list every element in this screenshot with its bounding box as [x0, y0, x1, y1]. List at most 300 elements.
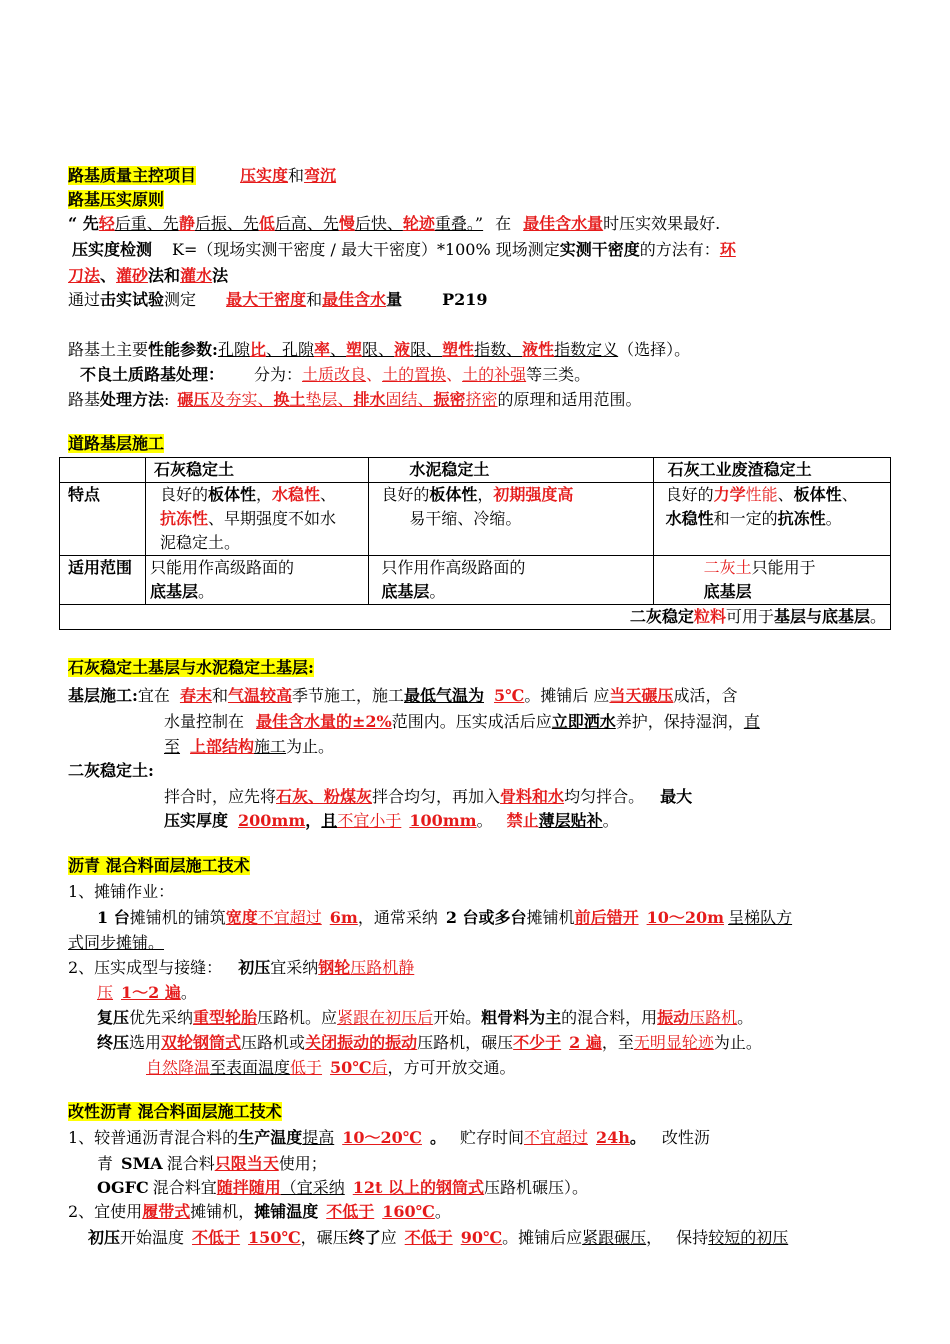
text: 自然降温 — [146, 1058, 211, 1077]
row-label: 适用范围 — [60, 556, 146, 581]
text: 和 — [211, 686, 228, 705]
two-ash-line-2 — [164, 811, 619, 831]
text: 等三类。 — [526, 365, 591, 384]
text: 压路机或 — [241, 1033, 306, 1052]
text: 季节施工，施工 — [291, 686, 404, 705]
keyword: 90℃ — [460, 1228, 503, 1247]
text: 拌合时，应先将 — [164, 787, 277, 806]
base-construction-line-3 — [164, 737, 334, 757]
text: 法和 — [148, 266, 181, 285]
section-title: 路基质量主控项目 — [68, 166, 197, 185]
keyword: 关闭振动的振动 — [305, 1033, 418, 1052]
text: 处理方法 — [100, 390, 165, 409]
keyword: 最佳含水量的±2% — [256, 712, 392, 731]
text: 时压实效果最好. — [603, 214, 721, 233]
section-title: 沥青 混合料面层施工技术 — [68, 856, 250, 875]
text: 宜采纳 — [270, 958, 319, 977]
paving-line-1 — [97, 908, 792, 928]
text: 终压 — [97, 1033, 130, 1052]
text: 压路机，碾压 — [417, 1033, 514, 1052]
text: 改性沥 — [661, 1128, 710, 1147]
text: 水稳性 — [665, 509, 714, 528]
base-course-title-line — [68, 434, 164, 454]
text: 和一定的 — [713, 509, 778, 528]
table-cell — [369, 531, 653, 556]
text: 选用 — [129, 1033, 162, 1052]
keyword: 水稳性 — [271, 485, 320, 504]
text: 生产温度 — [238, 1128, 303, 1147]
text: ， — [477, 485, 494, 504]
text: 限、 — [362, 340, 395, 359]
keyword: 刀法 — [68, 266, 101, 285]
text: 压路机 — [689, 1008, 738, 1027]
table-cell — [369, 507, 653, 531]
text: 良好的 — [665, 485, 714, 504]
text: 和 — [306, 290, 323, 309]
text: 、 — [841, 485, 858, 504]
keyword: 灌水 — [180, 266, 213, 285]
keyword: 轮迹 — [402, 214, 435, 233]
text: 、 — [446, 365, 463, 384]
paving-heading-line — [68, 882, 174, 902]
keyword: 12t 以上的 — [352, 1178, 436, 1197]
keyword: 上部结构 — [190, 737, 255, 756]
text: 只能用于 — [751, 558, 816, 577]
text: 压实厚度 — [164, 811, 229, 830]
text: 1、较普通沥青混合料的 — [68, 1128, 239, 1147]
keyword: 1～2 遍 — [121, 983, 181, 1002]
keyword: 弯沉 — [304, 166, 337, 185]
text: 为止。 — [713, 1033, 762, 1052]
asphalt-title-line — [68, 856, 250, 876]
keyword: 粒料 — [693, 607, 726, 626]
stabilized-soil-comparison-table — [59, 457, 891, 630]
bad-soil-line — [80, 365, 590, 385]
keyword: 碾压 — [177, 390, 210, 409]
table-row — [60, 531, 891, 556]
header-text: 石灰工业废渣稳定土 — [667, 460, 812, 479]
keyword: 振密 — [433, 390, 466, 409]
keyword: 不低于 — [326, 1202, 375, 1221]
text: 压路机碾压）。 — [484, 1178, 589, 1197]
keyword: 钢轮 — [318, 958, 351, 977]
text: 量 — [386, 290, 403, 309]
text: 。 — [825, 509, 842, 528]
text: 呈梯队方 — [728, 908, 793, 927]
text: 摊铺温度 — [254, 1202, 319, 1221]
text: 路基土主要 — [68, 340, 149, 359]
subheading: 1、摊铺作业： — [68, 882, 175, 901]
text: “ 先 — [68, 214, 99, 233]
text: 只作用作高级路面的 — [381, 558, 526, 577]
text: ， — [305, 811, 322, 830]
keyword: 土的补强 — [462, 365, 527, 384]
keyword: 160℃ — [382, 1202, 435, 1221]
text: 板体性 — [429, 485, 478, 504]
text: 、 — [330, 340, 347, 359]
text: 。 — [434, 1202, 451, 1221]
text: 式同步摊铺。 — [68, 933, 165, 952]
table-cell — [60, 605, 891, 630]
text: 垫层、 — [305, 390, 354, 409]
text: ， — [255, 485, 272, 504]
text: 的方法有： — [639, 240, 720, 259]
text: 2 台或多台 — [445, 908, 527, 927]
quality-control-line — [68, 166, 336, 186]
text: 使用； — [278, 1154, 327, 1173]
text: 在 — [495, 214, 512, 233]
compaction-detect-line-2 — [68, 266, 228, 286]
keyword: 石灰、粉煤灰 — [276, 787, 373, 806]
text: 压路机。应 — [257, 1008, 338, 1027]
modified-line-1 — [68, 1128, 710, 1148]
table-row — [60, 605, 891, 630]
keyword: 力学 — [713, 485, 746, 504]
text: 的混合料，用 — [561, 1008, 658, 1027]
text: 开始温度 — [120, 1228, 185, 1247]
keyword: 气温较高 — [227, 686, 292, 705]
keyword: 10～20m — [646, 908, 725, 927]
text: 限、 — [410, 340, 443, 359]
text: ，至 — [601, 1033, 634, 1052]
text: 成活，含 — [673, 686, 738, 705]
text: 施工 — [254, 737, 287, 756]
table-cell — [145, 580, 368, 605]
keyword: 5℃ — [494, 686, 525, 705]
keyword: 比 — [249, 340, 266, 359]
text: 指数定义 — [554, 340, 619, 359]
text: 后重、先 — [114, 214, 179, 233]
keyword: 钢筒式 — [435, 1178, 484, 1197]
text: 。摊铺后 应 — [524, 686, 610, 705]
text: 且 — [321, 811, 338, 830]
text: 。 — [429, 582, 446, 601]
keyword: 50℃ — [330, 1058, 372, 1077]
text: 后 — [371, 1058, 388, 1077]
table-header — [145, 458, 368, 483]
text: ，方可开放交通。 — [387, 1058, 516, 1077]
keyword: 不宜小于 — [337, 811, 402, 830]
keyword: 10～20℃ — [342, 1128, 422, 1147]
keyword: 最佳含水 — [322, 290, 387, 309]
text: 。摊铺后应 — [502, 1228, 583, 1247]
keyword: 前后错开 — [574, 908, 639, 927]
text: 至表面温度 — [210, 1058, 291, 1077]
modified-line-2 — [97, 1154, 327, 1174]
intermediate-roll-line — [97, 1008, 753, 1028]
text: 测定 — [164, 290, 197, 309]
text: 二灰稳定 — [629, 607, 694, 626]
text: 后振、先 — [194, 214, 259, 233]
compaction-joint-line — [68, 958, 414, 978]
keyword: 200mm — [238, 811, 306, 830]
text: 最低气温为 — [404, 686, 485, 705]
text: 击实试验 — [100, 290, 165, 309]
keyword: 2 遍 — [569, 1033, 602, 1052]
table-row — [60, 556, 891, 581]
compaction-joint-line-2 — [97, 983, 197, 1003]
text: 底基层 — [149, 582, 198, 601]
text: 、早期强度不如水 — [207, 509, 336, 528]
table-header — [653, 458, 890, 483]
text: 养护，保持湿润， — [615, 712, 744, 731]
keyword: 履带式 — [142, 1202, 191, 1221]
keyword: 静 — [178, 214, 195, 233]
text: 。 — [869, 607, 886, 626]
compaction-detect-line — [72, 240, 736, 260]
keyword: 低 — [258, 214, 275, 233]
table-row — [60, 507, 891, 531]
text: 后高、先 — [274, 214, 339, 233]
section-title: 路基压实原则 — [68, 190, 165, 209]
table-cell — [60, 580, 146, 605]
text: K=（现场实测干密度 / 最大干密度）*100% 现场测定 — [172, 240, 560, 259]
keyword: 塑 — [346, 340, 363, 359]
text: 开始。 — [433, 1008, 482, 1027]
text: ，通常采纳 — [357, 908, 438, 927]
table-cell — [369, 483, 653, 508]
text: 。 — [197, 582, 214, 601]
table-cell — [145, 483, 368, 508]
keyword: 二灰土 — [703, 558, 752, 577]
text: 只能用作高级路面的 — [149, 558, 294, 577]
text: 、 — [320, 485, 337, 504]
keyword: 24h — [595, 1128, 630, 1147]
text: 板体性 — [207, 485, 256, 504]
text: 静 — [398, 958, 415, 977]
text: 终了 — [348, 1228, 381, 1247]
text: 水量控制在 — [164, 712, 245, 731]
text: 路基 — [68, 390, 101, 409]
table-cell — [60, 458, 146, 483]
text: 。 — [476, 811, 493, 830]
table-cell — [653, 531, 890, 556]
text: 良好的 — [159, 485, 208, 504]
text: 2、宜使用 — [68, 1202, 143, 1221]
two-ash-title-line — [68, 761, 154, 781]
keyword: 最大干密度 — [226, 290, 307, 309]
text: 基层与底基层 — [773, 607, 870, 626]
text: 良好的 — [381, 485, 430, 504]
text: 混合料 — [166, 1154, 215, 1173]
table-header — [369, 458, 653, 483]
keyword: 双轮钢筒式 — [161, 1033, 242, 1052]
text: 固结、 — [385, 390, 434, 409]
text: SMA — [121, 1154, 163, 1173]
text: 宜在 — [137, 686, 170, 705]
keyword: 灌砂 — [116, 266, 149, 285]
text: 的原理和适用范围。 — [497, 390, 642, 409]
text: 薄层贴补 — [538, 811, 603, 830]
text: 优先采纳 — [129, 1008, 194, 1027]
keyword: 初期强度高 — [493, 485, 574, 504]
keyword: 100mm — [409, 811, 477, 830]
text: （宜采纳 — [280, 1178, 345, 1197]
text: 无明显轮迹 — [633, 1033, 714, 1052]
compaction-test-line — [68, 290, 488, 310]
keyword: 抗冻性 — [159, 509, 208, 528]
text: 抗冻性 — [777, 509, 826, 528]
keyword: 率 — [313, 340, 330, 359]
keyword: 排水 — [353, 390, 386, 409]
text: 较短的初压 — [708, 1228, 789, 1247]
section-title: 石灰稳定土基层与水泥稳定土基层: — [68, 658, 314, 677]
modified-line-3 — [97, 1178, 588, 1198]
text: 性能参数: — [148, 340, 218, 359]
text: 易干缩、冷缩。 — [409, 509, 522, 528]
text: 板体性 — [793, 485, 842, 504]
table-cell — [653, 580, 890, 605]
table-cell — [653, 507, 890, 531]
text: 贮存时间 — [459, 1128, 524, 1147]
text: 和 — [288, 166, 305, 185]
keyword: 换土 — [273, 390, 306, 409]
table-cell — [369, 580, 653, 605]
text: 混合料宜 — [152, 1178, 217, 1197]
keyword: 当天碾压 — [609, 686, 674, 705]
lime-cement-title-line — [68, 658, 314, 678]
text: 复压 — [97, 1008, 130, 1027]
label: 二灰稳定土: — [68, 761, 154, 780]
soil-params-line — [68, 340, 690, 360]
text: 为止。 — [286, 737, 335, 756]
page-ref: P219 — [442, 290, 488, 309]
section-title: 改性沥青 混合料面层施工技术 — [68, 1102, 282, 1121]
text: 青 — [97, 1154, 114, 1173]
label: 不良土质路基处理： — [80, 365, 225, 384]
table-cell — [60, 507, 146, 531]
table-header-row — [60, 458, 891, 483]
modified-asphalt-title-line — [68, 1102, 282, 1122]
text: 底基层 — [381, 582, 430, 601]
keyword: 宽度 — [225, 908, 258, 927]
header-text: 石灰稳定土 — [153, 460, 234, 479]
text: ，碾压 — [300, 1228, 349, 1247]
text: 摊铺机 — [526, 908, 575, 927]
row-label: 特点 — [60, 483, 146, 508]
text: （选择）。 — [618, 340, 691, 359]
text: 挤密 — [465, 390, 498, 409]
text: 初压 — [88, 1228, 121, 1247]
text: 保持 — [676, 1228, 709, 1247]
text: 拌合均匀，再加入 — [372, 787, 501, 806]
text: ， — [646, 1228, 663, 1247]
text: 应 — [380, 1228, 397, 1247]
keyword: 禁止 — [506, 811, 539, 830]
base-construction-line-1 — [68, 686, 737, 706]
keyword: 土质改良 — [302, 365, 367, 384]
text: 实测干密度 — [559, 240, 640, 259]
text: 后快、 — [354, 214, 403, 233]
text: 底基层 — [703, 582, 752, 601]
text: 1 台 — [97, 908, 130, 927]
keyword: 重型轮胎 — [193, 1008, 258, 1027]
text: 。 — [629, 1128, 646, 1147]
keyword: 150℃ — [248, 1228, 301, 1247]
text: 摊铺机， — [190, 1202, 255, 1221]
final-roll-line-2 — [146, 1058, 516, 1078]
keyword: 轻 — [98, 214, 115, 233]
treatment-method-line — [68, 390, 642, 410]
keyword: 环 — [719, 240, 736, 259]
keyword: 液性 — [522, 340, 555, 359]
keyword: 振动 — [657, 1008, 690, 1027]
text: 。 — [180, 983, 197, 1002]
text: 提高 — [302, 1128, 335, 1147]
table-cell — [653, 483, 890, 508]
text: 立即洒水 — [551, 712, 616, 731]
table-row — [60, 580, 891, 605]
modified-line-5 — [88, 1228, 788, 1248]
keyword: 塑性 — [442, 340, 475, 359]
text: : — [164, 390, 170, 409]
keyword: 慢 — [338, 214, 355, 233]
keyword: 春末 — [179, 686, 212, 705]
text: 初压 — [238, 958, 271, 977]
text: 范围内。压实成活后应 — [391, 712, 552, 731]
compaction-principle-line — [68, 214, 720, 234]
text: 、 — [100, 266, 117, 285]
text: 法 — [212, 266, 229, 285]
text: 。 — [602, 811, 619, 830]
text: 压 — [97, 983, 114, 1002]
table-cell — [60, 531, 146, 556]
text: 粗骨料为主 — [481, 1008, 562, 1027]
text: 、 — [777, 485, 794, 504]
text: 及夯实、 — [209, 390, 274, 409]
subheading: 2、压实成型与接缝： — [68, 958, 223, 977]
table-cell — [369, 556, 653, 581]
text: 分为： — [254, 365, 303, 384]
keyword: 不低于 — [192, 1228, 241, 1247]
text: OGFC — [97, 1178, 149, 1197]
two-ash-line-1 — [164, 787, 692, 807]
table-cell — [145, 507, 368, 531]
text: 不宜超过 — [257, 908, 322, 927]
text: 紧跟在初压后 — [337, 1008, 434, 1027]
keyword: 土的置换 — [382, 365, 447, 384]
table-row — [60, 483, 891, 508]
text: 通过 — [68, 290, 101, 309]
keyword: 骨料和水 — [500, 787, 565, 806]
section-title: 道路基层施工 — [68, 434, 165, 453]
text: 至 — [164, 737, 181, 756]
keyword: 液 — [394, 340, 411, 359]
text: 均匀拌合。 — [564, 787, 645, 806]
text: 不宜超过 — [523, 1128, 588, 1147]
keyword: 压实度 — [240, 166, 289, 185]
header-text: 水泥稳定土 — [409, 460, 490, 479]
table-cell — [653, 556, 890, 581]
text: 泥稳定土。 — [159, 533, 240, 552]
text: 性能 — [745, 485, 778, 504]
text: 直 — [743, 712, 760, 731]
keyword: 不少于 — [513, 1033, 562, 1052]
text: 可用于 — [725, 607, 774, 626]
text: 压路机 — [350, 958, 399, 977]
table-cell — [145, 531, 368, 556]
text: 、 — [366, 365, 383, 384]
base-construction-line-2 — [164, 712, 760, 732]
compaction-title-line — [68, 190, 164, 210]
label: 压实度检测 — [72, 240, 153, 259]
modified-line-4 — [68, 1202, 451, 1222]
paving-line-2 — [68, 933, 164, 953]
keyword: 随拌随用 — [216, 1178, 281, 1197]
keyword: 6m — [329, 908, 358, 927]
text: 摊铺机的铺筑 — [129, 908, 226, 927]
text: 最大 — [660, 787, 693, 806]
